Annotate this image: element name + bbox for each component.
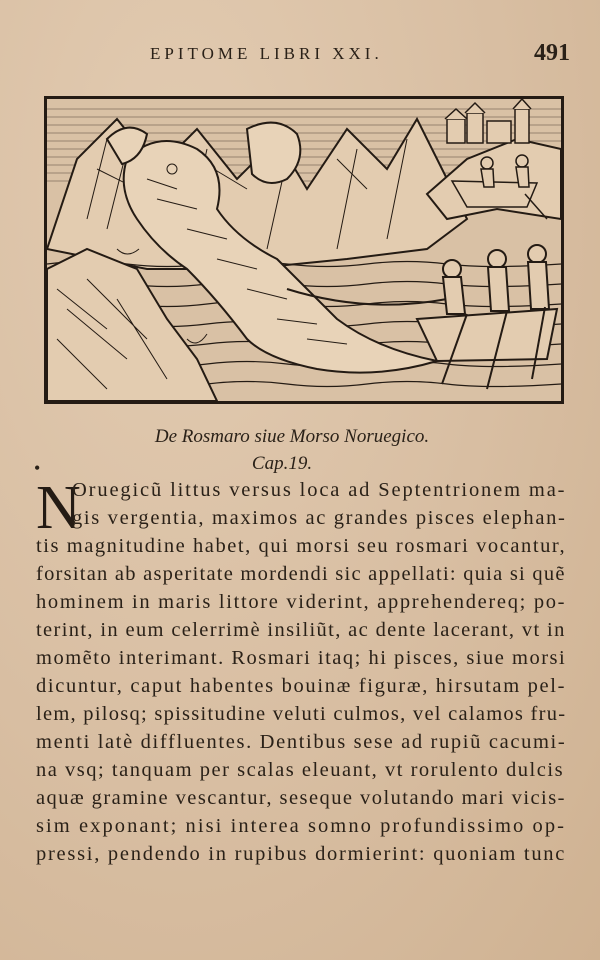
- text-line: lem, pilosq; spissitudine veluti culmos, vel calamos fru-: [36, 703, 567, 725]
- running-title: EPITOME LIBRI XXI.: [150, 44, 383, 63]
- text-line: sim exponant; nisi interea somno profundissimo op-: [36, 815, 567, 837]
- running-head: [0, 40, 600, 74]
- town: [445, 99, 531, 143]
- text-line: Oruegicũ littus versus loca ad Septentrionem ma-: [72, 479, 567, 501]
- margin-mark: •: [34, 458, 41, 478]
- woodcut-drawing: [47, 99, 561, 401]
- text-line: hominem in maris littore viderint, apprehendereq; po-: [36, 591, 567, 613]
- figure-caption: De Rosmaro siue Morso Noruegico.: [154, 426, 430, 447]
- text-line: momẽto interimant. Rosmari itaq; hi pisces, siue morsi: [36, 647, 567, 669]
- woodcut-illustration: [44, 96, 564, 404]
- text-line: dicuntur, caput habentes bouinæ figuræ, hirsutam pel-: [36, 675, 567, 697]
- chapter-label: Cap.19.: [251, 453, 313, 474]
- text-line: aquæ gramine vescantur, seseque volutando mari vicis-: [36, 787, 566, 809]
- text-line: menti latè diffluentes. Dentibus sese ad rupiũ cacumi-: [36, 731, 567, 753]
- text-line: forsitan ab asperitate mordendi sic appellati: quia si quẽ: [36, 563, 566, 585]
- text-line: pressi, pendendo in rupibus dormierint: quoniam tunc: [36, 843, 567, 865]
- page-number: 491: [534, 40, 570, 66]
- drop-capital: N: [36, 474, 81, 542]
- text-line: gis vergentia, maximos ac grandes pisces elephan-: [72, 507, 567, 529]
- text-line: na vsq; tanquam per scalas eleuant, vt rorulento dulcis: [36, 759, 565, 781]
- text-line: tis magnitudine habet, qui morsi seu rosmari vocantur,: [36, 535, 567, 557]
- text-line: terint, in eum celerrimè insiliũt, ac dente lacerant, vt in: [36, 619, 566, 641]
